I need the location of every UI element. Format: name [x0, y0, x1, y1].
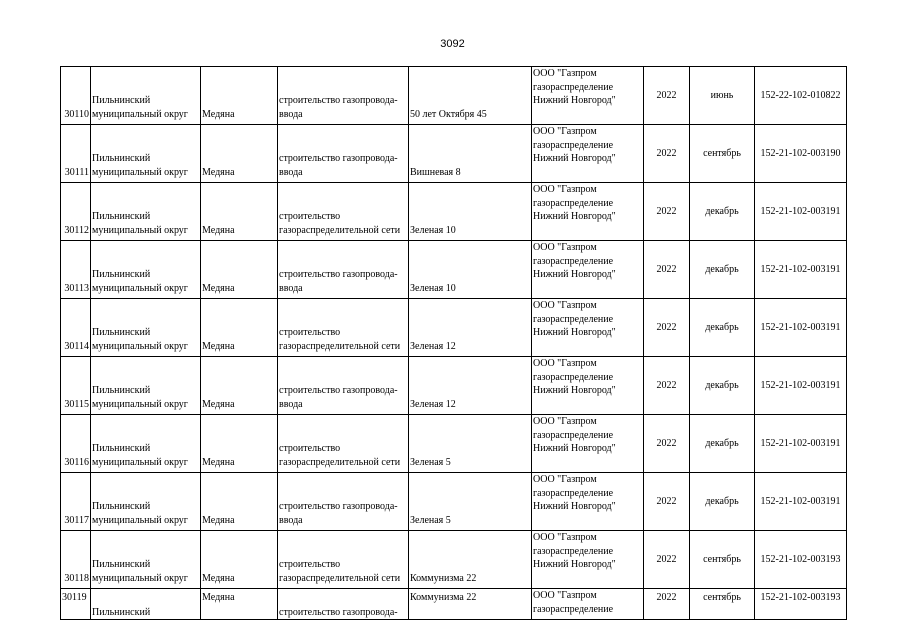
district-cell — [91, 473, 201, 531]
district-cell — [91, 415, 201, 473]
address-cell: 50 лет Октября 45 — [409, 67, 532, 125]
table-row — [61, 299, 847, 357]
organization-line: ООО "Газпром — [533, 68, 597, 79]
locality-cell: Медяна — [201, 357, 278, 415]
district-line: Пильнинский — [92, 95, 151, 106]
work-type-line: газораспределительной сети — [279, 572, 401, 584]
row-number: 30118 — [61, 531, 91, 589]
year-cell: 2022 — [644, 241, 690, 299]
organization-line: газораспределение — [533, 255, 614, 267]
work-type-line: ввода — [279, 108, 303, 120]
table-row — [61, 589, 847, 620]
work-type-cell — [278, 67, 409, 125]
month-cell: сентябрь — [690, 125, 755, 183]
table-row — [61, 241, 847, 299]
work-type-line: газораспределительной сети — [279, 456, 401, 468]
locality-cell: Медяна — [201, 473, 278, 531]
organization-cell — [532, 415, 644, 473]
row-number: 30110 — [61, 67, 91, 125]
work-type-line: ввода — [279, 514, 303, 526]
year-cell: 2022 — [644, 357, 690, 415]
district-cell — [91, 67, 201, 125]
organization-line: ООО "Газпром — [533, 590, 597, 601]
district-cell — [91, 531, 201, 589]
address-cell: Коммунизма 22 — [409, 589, 532, 620]
organization-line: газораспределение — [533, 313, 614, 325]
year-cell: 2022 — [644, 183, 690, 241]
organization-line: ООО "Газпром — [533, 474, 597, 485]
address-cell: Зеленая 5 — [409, 415, 532, 473]
work-type-cell — [278, 357, 409, 415]
code-cell: 152-21-102-003193 — [755, 589, 847, 620]
table-row — [61, 473, 847, 531]
work-type-line: строительство газопровода- — [279, 95, 398, 106]
district-line: муниципальный округ — [92, 166, 188, 178]
work-type-cell — [278, 415, 409, 473]
district-line: муниципальный округ — [92, 514, 188, 526]
organization-line: ООО "Газпром — [533, 532, 597, 543]
year-cell: 2022 — [644, 473, 690, 531]
work-type-cell — [278, 183, 409, 241]
organization-line: газораспределение — [533, 545, 614, 557]
organization-cell — [532, 473, 644, 531]
organization-line: Нижний Новгород" — [533, 385, 616, 396]
work-type-line: строительство — [279, 327, 341, 338]
district-line: муниципальный округ — [92, 572, 188, 584]
district-cell — [91, 125, 201, 183]
work-type-line: строительство газопровода- — [279, 153, 398, 164]
district-line: Пильнинский — [92, 211, 151, 222]
row-number: 30112 — [61, 183, 91, 241]
table-row — [61, 67, 847, 125]
district-cell — [91, 357, 201, 415]
address-cell: Зеленая 12 — [409, 357, 532, 415]
code-cell: 152-21-102-003193 — [755, 531, 847, 589]
district-cell — [91, 299, 201, 357]
district-cell — [91, 589, 201, 620]
locality-cell: Медяна — [201, 125, 278, 183]
work-type-line: строительство — [279, 559, 341, 570]
table-row — [61, 357, 847, 415]
district-line: муниципальный округ — [92, 282, 188, 294]
work-type-line: строительство газопровода- — [279, 385, 398, 396]
address-cell: Вишневая 8 — [409, 125, 532, 183]
district-line: муниципальный округ — [92, 340, 188, 352]
code-cell: 152-21-102-003191 — [755, 241, 847, 299]
table-row — [61, 125, 847, 183]
organization-line: газораспределение — [533, 429, 614, 441]
row-number: 30114 — [61, 299, 91, 357]
month-cell: сентябрь — [690, 531, 755, 589]
work-type-line: ввода — [279, 166, 303, 178]
organization-line: ООО "Газпром — [533, 184, 597, 195]
address-cell: Зеленая 10 — [409, 241, 532, 299]
month-cell: декабрь — [690, 299, 755, 357]
organization-line: газораспределение — [533, 371, 614, 383]
year-cell: 2022 — [644, 415, 690, 473]
district-line: муниципальный округ — [92, 456, 188, 468]
organization-line: Нижний Новгород" — [533, 327, 616, 338]
address-cell: Коммунизма 22 — [409, 531, 532, 589]
code-cell: 152-21-102-003191 — [755, 357, 847, 415]
work-type-cell — [278, 473, 409, 531]
month-cell: декабрь — [690, 473, 755, 531]
locality-cell: Медяна — [201, 299, 278, 357]
month-cell: сентябрь — [690, 589, 755, 620]
locality-cell: Медяна — [201, 415, 278, 473]
district-cell — [91, 183, 201, 241]
work-type-line: строительство газопровода- — [279, 501, 398, 512]
work-type-line: газораспределительной сети — [279, 340, 401, 352]
locality-cell: Медяна — [201, 183, 278, 241]
work-type-cell — [278, 531, 409, 589]
code-cell: 152-21-102-003191 — [755, 299, 847, 357]
code-cell: 152-21-102-003191 — [755, 415, 847, 473]
month-cell: декабрь — [690, 183, 755, 241]
organization-line: ООО "Газпром — [533, 242, 597, 253]
district-line: муниципальный округ — [92, 108, 188, 120]
month-cell: декабрь — [690, 241, 755, 299]
organization-line: Нижний Новгород" — [533, 95, 616, 106]
organization-cell — [532, 67, 644, 125]
district-line: Пильнинский — [92, 501, 151, 512]
work-type-line: ввода — [279, 282, 303, 294]
organization-cell — [532, 241, 644, 299]
locality-cell: Медяна — [201, 531, 278, 589]
row-number: 30115 — [61, 357, 91, 415]
code-cell: 152-21-102-003191 — [755, 473, 847, 531]
row-number: 30117 — [61, 473, 91, 531]
work-type-line: строительство — [279, 443, 341, 454]
organization-line: Нижний Новгород" — [533, 501, 616, 512]
organization-cell — [532, 125, 644, 183]
address-cell: Зеленая 12 — [409, 299, 532, 357]
district-line: муниципальный округ — [92, 398, 188, 410]
table-body — [61, 67, 847, 589]
organization-cell — [532, 589, 644, 620]
organization-cell — [532, 357, 644, 415]
year-cell: 2022 — [644, 67, 690, 125]
code-cell: 152-21-102-003191 — [755, 183, 847, 241]
organization-cell — [532, 531, 644, 589]
organization-cell — [532, 183, 644, 241]
row-number: 30116 — [61, 415, 91, 473]
row-number: 30111 — [61, 125, 91, 183]
work-type-line: строительство газопровода- — [279, 269, 398, 280]
district-line: Пильнинский — [92, 559, 151, 570]
year-cell: 2022 — [644, 125, 690, 183]
organization-line: Нижний Новгород" — [533, 153, 616, 164]
organization-cell — [532, 299, 644, 357]
work-type-line: газораспределительной сети — [279, 224, 401, 236]
row-number: 30113 — [61, 241, 91, 299]
district-line: Пильнинский — [92, 385, 151, 396]
work-type-cell: строительство газопровода- — [278, 589, 409, 620]
organization-line: ООО "Газпром — [533, 416, 597, 427]
locality-cell: Медяна — [201, 589, 278, 620]
table-row — [61, 531, 847, 589]
organization-line: газораспределение — [533, 139, 614, 151]
month-cell: декабрь — [690, 415, 755, 473]
locality-cell: Медяна — [201, 241, 278, 299]
table-row — [61, 183, 847, 241]
registry-table — [60, 66, 847, 620]
organization-line: Нижний Новгород" — [533, 559, 616, 570]
row-number: 30119 — [61, 589, 91, 620]
work-type-cell — [278, 125, 409, 183]
page-number: 3092 — [440, 38, 465, 50]
month-cell: декабрь — [690, 357, 755, 415]
month-cell: июнь — [690, 67, 755, 125]
district-line: муниципальный округ — [92, 224, 188, 236]
organization-line: газораспределение — [533, 197, 614, 209]
table-body-last — [61, 589, 847, 620]
code-cell: 152-21-102-003190 — [755, 125, 847, 183]
work-type-line: ввода — [279, 398, 303, 410]
organization-line: газораспределение — [533, 487, 614, 499]
district-line: Пильнинский — [92, 606, 151, 618]
locality-cell: Медяна — [201, 67, 278, 125]
district-line: Пильнинский — [92, 443, 151, 454]
table-row — [61, 415, 847, 473]
work-type-cell — [278, 299, 409, 357]
district-line: Пильнинский — [92, 153, 151, 164]
organization-line: ООО "Газпром — [533, 126, 597, 137]
district-line: Пильнинский — [92, 327, 151, 338]
organization-line: ООО "Газпром — [533, 300, 597, 311]
year-cell: 2022 — [644, 299, 690, 357]
organization-line: Нижний Новгород" — [533, 443, 616, 454]
organization-line: ООО "Газпром — [533, 358, 597, 369]
district-cell — [91, 241, 201, 299]
address-cell: Зеленая 10 — [409, 183, 532, 241]
district-line: Пильнинский — [92, 269, 151, 280]
organization-line: Нижний Новгород" — [533, 269, 616, 280]
address-cell: Зеленая 5 — [409, 473, 532, 531]
year-cell: 2022 — [644, 531, 690, 589]
work-type-cell — [278, 241, 409, 299]
year-cell: 2022 — [644, 589, 690, 620]
organization-line: газораспределение — [533, 603, 614, 615]
code-cell: 152-22-102-010822 — [755, 67, 847, 125]
organization-line: газораспределение — [533, 81, 614, 93]
organization-line: Нижний Новгород" — [533, 211, 616, 222]
work-type-line: строительство — [279, 211, 341, 222]
